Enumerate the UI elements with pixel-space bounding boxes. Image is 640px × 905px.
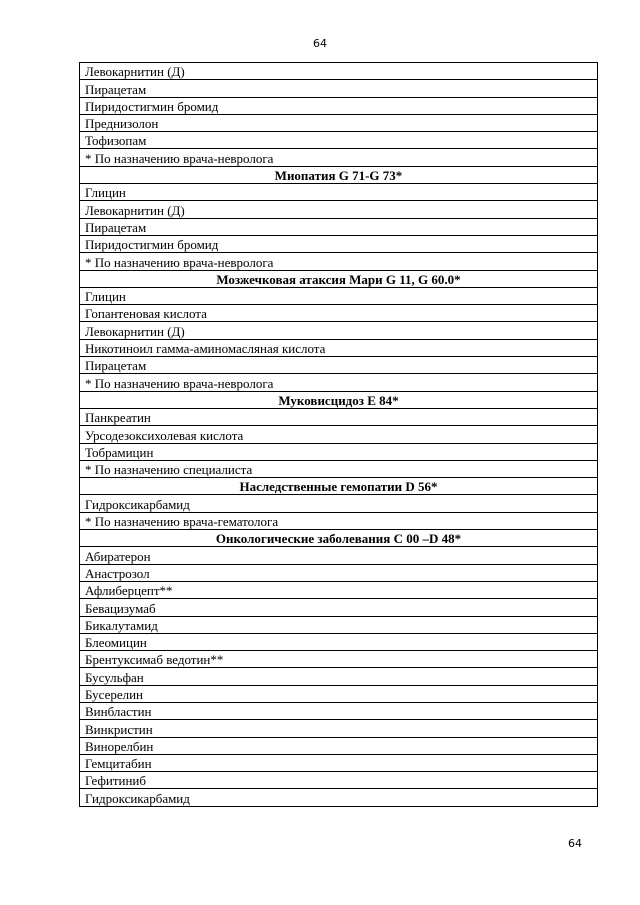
note-row (80, 460, 598, 477)
note-row (80, 512, 598, 529)
section-heading: Онкологические заболевания С 00 –D 48* (80, 530, 598, 547)
drug-name: Глицин (80, 184, 598, 201)
drug-name: Бусерелин (80, 685, 598, 702)
drug-row (80, 737, 598, 754)
drug-name: Глицин (80, 287, 598, 304)
drug-name: Блеомицин (80, 633, 598, 650)
drug-row (80, 201, 598, 218)
section-heading: Наследственные гемопатии D 56* (80, 478, 598, 495)
drug-name: Пирацетам (80, 80, 598, 97)
drug-name: Гемцитабин (80, 754, 598, 771)
drug-name: Преднизолон (80, 114, 598, 131)
drug-row (80, 357, 598, 374)
drug-name: Бикалутамид (80, 616, 598, 633)
drug-row (80, 789, 598, 806)
drug-row (80, 564, 598, 581)
drug-name: Левокарнитин (Д) (80, 63, 598, 80)
drug-row (80, 685, 598, 702)
drug-row (80, 443, 598, 460)
drug-row (80, 702, 598, 719)
drug-row (80, 495, 598, 512)
drug-row (80, 97, 598, 114)
drug-name: Пирацетам (80, 357, 598, 374)
drug-name: Гефитиниб (80, 772, 598, 789)
drug-name: Тобрамицин (80, 443, 598, 460)
section-heading-row (80, 270, 598, 287)
section-heading: Мозжечковая атаксия Мари G 11, G 60.0* (80, 270, 598, 287)
drug-row (80, 339, 598, 356)
prescription-note: * По назначению врача-невролога (80, 374, 598, 391)
drug-list-table (79, 62, 598, 807)
drug-name: Панкреатин (80, 408, 598, 425)
drug-row (80, 63, 598, 80)
drug-name: Гидроксикарбамид (80, 789, 598, 806)
drug-name: Пирацетам (80, 218, 598, 235)
section-heading-row (80, 166, 598, 183)
drug-name: Гопантеновая кислота (80, 305, 598, 322)
drug-row (80, 408, 598, 425)
drug-row (80, 132, 598, 149)
drug-name: Урсодезоксихолевая кислота (80, 426, 598, 443)
drug-name: Бусульфан (80, 668, 598, 685)
drug-row (80, 668, 598, 685)
section-heading-row (80, 478, 598, 495)
drug-name: Винбластин (80, 702, 598, 719)
prescription-note: * По назначению врача-невролога (80, 253, 598, 270)
drug-row (80, 720, 598, 737)
note-row (80, 374, 598, 391)
drug-row (80, 651, 598, 668)
drug-name: Гидроксикарбамид (80, 495, 598, 512)
drug-row (80, 235, 598, 252)
drug-row (80, 426, 598, 443)
drug-row (80, 599, 598, 616)
drug-name: Пиридостигмин бромид (80, 97, 598, 114)
drug-row (80, 772, 598, 789)
section-heading-row (80, 530, 598, 547)
page-number-bottom: 64 (568, 837, 582, 850)
drug-name: Бевацизумаб (80, 599, 598, 616)
drug-name: Винкристин (80, 720, 598, 737)
drug-row (80, 633, 598, 650)
prescription-note: * По назначению врача-гематолога (80, 512, 598, 529)
drug-row (80, 218, 598, 235)
drug-row (80, 616, 598, 633)
drug-row (80, 184, 598, 201)
prescription-note: * По назначению специалиста (80, 460, 598, 477)
section-heading: Миопатия G 71-G 73* (80, 166, 598, 183)
drug-name: Брентуксимаб ведотин** (80, 651, 598, 668)
drug-list-table-body (80, 63, 598, 807)
drug-name: Тофизопам (80, 132, 598, 149)
drug-row (80, 80, 598, 97)
drug-name: Абиратерон (80, 547, 598, 564)
drug-row (80, 305, 598, 322)
drug-name: Пиридостигмин бромид (80, 235, 598, 252)
drug-row (80, 547, 598, 564)
drug-row (80, 754, 598, 771)
drug-row (80, 287, 598, 304)
drug-name: Винорелбин (80, 737, 598, 754)
drug-row (80, 114, 598, 131)
drug-row (80, 581, 598, 598)
drug-name: Левокарнитин (Д) (80, 322, 598, 339)
drug-name: Анастрозол (80, 564, 598, 581)
section-heading: Муковисцидоз Е 84* (80, 391, 598, 408)
drug-row (80, 322, 598, 339)
note-row (80, 253, 598, 270)
note-row (80, 149, 598, 166)
page-number-top: 64 (313, 37, 327, 50)
drug-name: Никотиноил гамма-аминомасляная кислота (80, 339, 598, 356)
drug-name: Афлиберцепт** (80, 581, 598, 598)
section-heading-row (80, 391, 598, 408)
drug-name: Левокарнитин (Д) (80, 201, 598, 218)
prescription-note: * По назначению врача-невролога (80, 149, 598, 166)
